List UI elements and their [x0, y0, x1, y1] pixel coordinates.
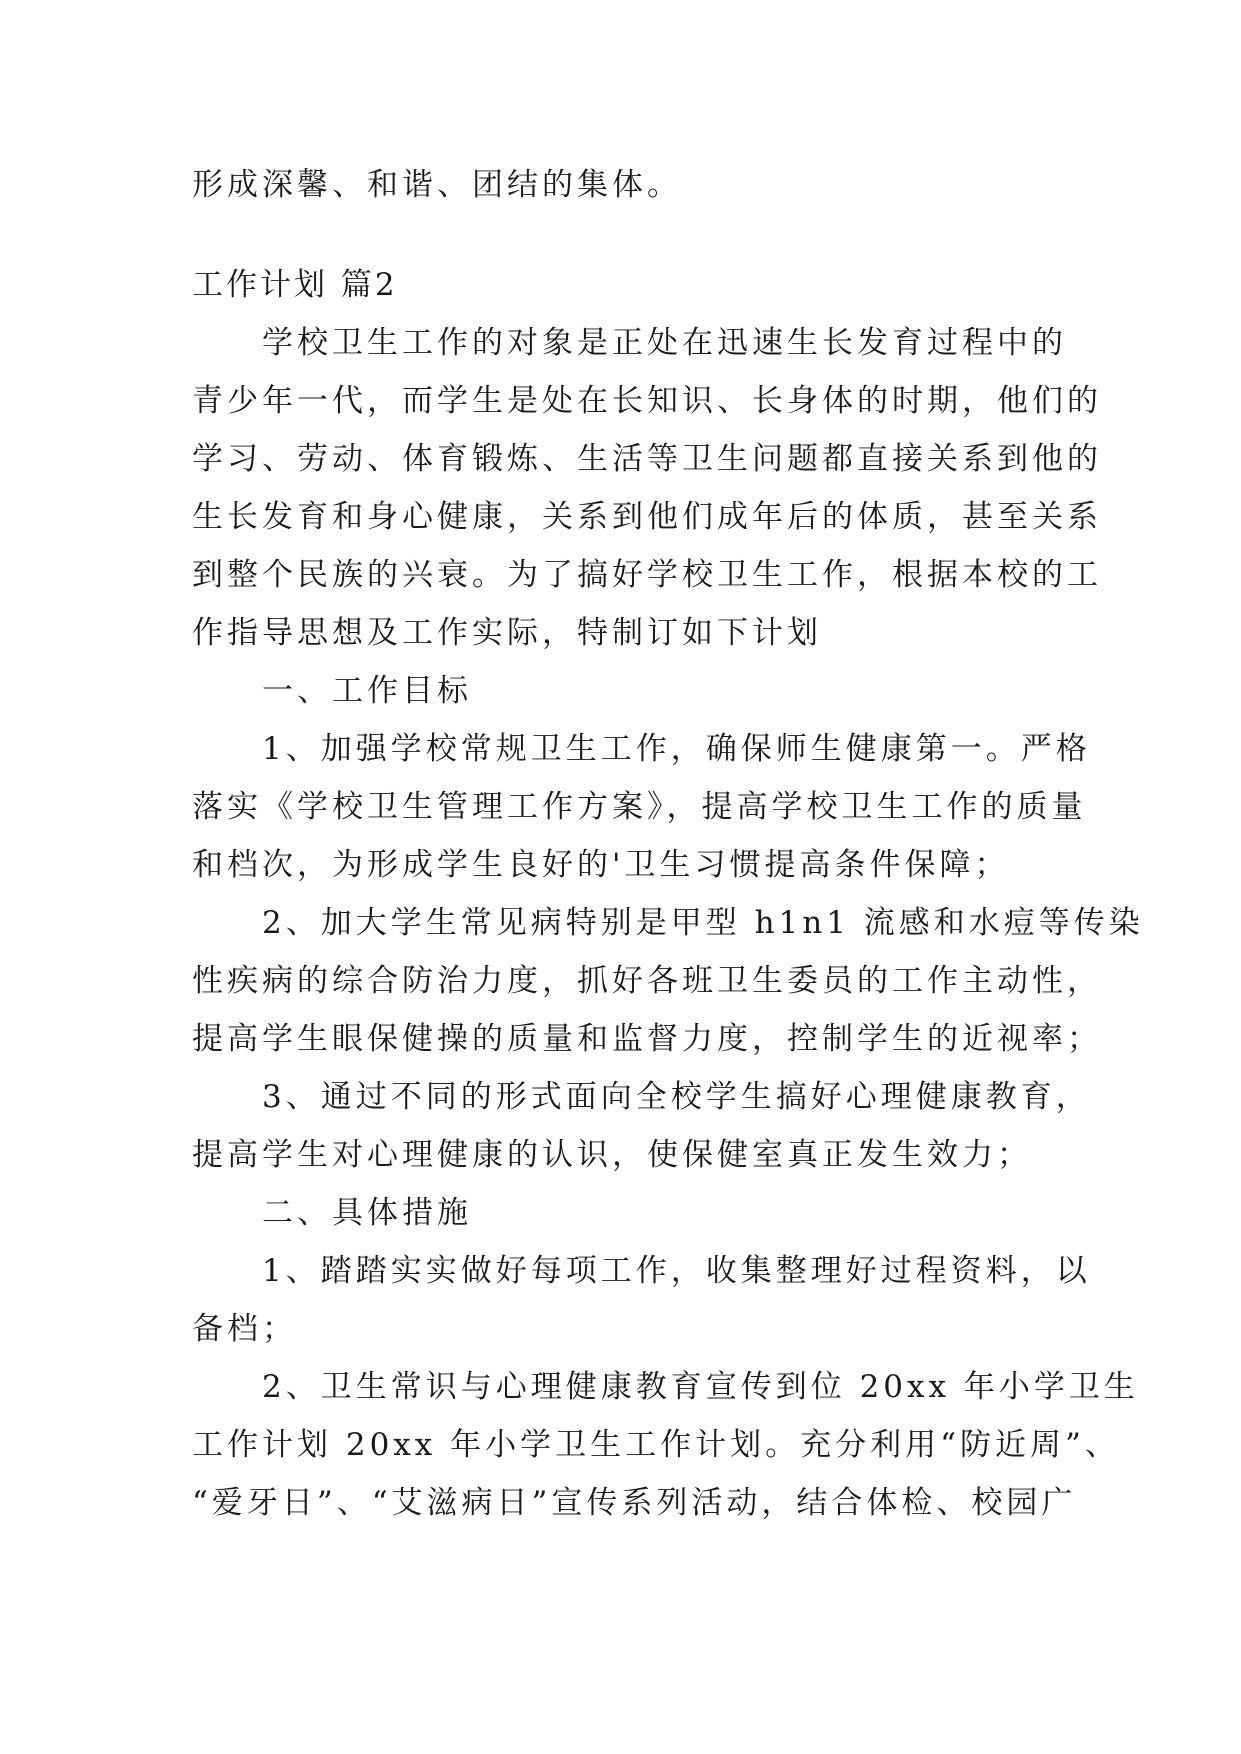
paragraph-line: 提高学生眼保健操的质量和监督力度，控制学生的近视率； [192, 1021, 1102, 1057]
paragraph-line: 学习、劳动、体育锻炼、生活等卫生问题都直接关系到他的 [192, 441, 1102, 477]
paragraph-line: 3、通过不同的形式面向全校学生搞好心理健康教育， [262, 1079, 1091, 1115]
paragraph-line: 生长发育和身心健康，关系到他们成年后的体质，甚至关系 [192, 499, 1102, 535]
paragraph-line: 1、加强学校常规卫生工作，确保师生健康第一。严格 [262, 731, 1091, 767]
document-body [192, 156, 1144, 1532]
paragraph-line: 备档； [192, 1311, 297, 1347]
paragraph-line: 学校卫生工作的对象是正处在迅速生长发育过程中的 [262, 325, 1067, 361]
paragraph-line: 工作计划 20xx 年小学卫生工作计划。充分利用“防近周”、 [192, 1427, 1120, 1463]
paragraph-line: 1、踏踏实实做好每项工作，收集整理好过程资料，以 [262, 1253, 1091, 1289]
paragraph-line: 落实《学校卫生管理工作方案》，提高学校卫生工作的质量 [192, 789, 1087, 825]
paragraph-line: “爱牙日”、“艾滋病日”宣传系列活动，结合体检、校园广 [192, 1485, 1077, 1521]
paragraph-line: 青少年一代，而学生是处在长知识、长身体的时期，他们的 [192, 383, 1102, 419]
text-line-continuation: 形成深馨、和谐、团结的集体。 [192, 167, 682, 203]
paragraph-line: 2、卫生常识与心理健康教育宣传到位 20xx 年小学卫生 [262, 1369, 1139, 1405]
paragraph-line: 和档次，为形成学生良好的'卫生习惯提高条件保障； [192, 847, 1010, 883]
subheading-measures: 二、具体措施 [262, 1195, 472, 1231]
paragraph-line: 提高学生对心理健康的认识，使保健室真正发生效力； [192, 1137, 1032, 1173]
paragraph-line: 2、加大学生常见病特别是甲型 h1n1 流感和水痘等传染 [262, 905, 1144, 941]
subheading-goals: 一、工作目标 [262, 673, 472, 709]
paragraph-line: 到整个民族的兴衰。为了搞好学校卫生工作，根据本校的工 [192, 557, 1102, 593]
paragraph-line: 作指导思想及工作实际，特制订如下计划 [192, 615, 822, 651]
section-title: 工作计划 篇2 [192, 267, 398, 303]
paragraph-line: 性疾病的综合防治力度，抓好各班卫生委员的工作主动性， [192, 963, 1102, 999]
